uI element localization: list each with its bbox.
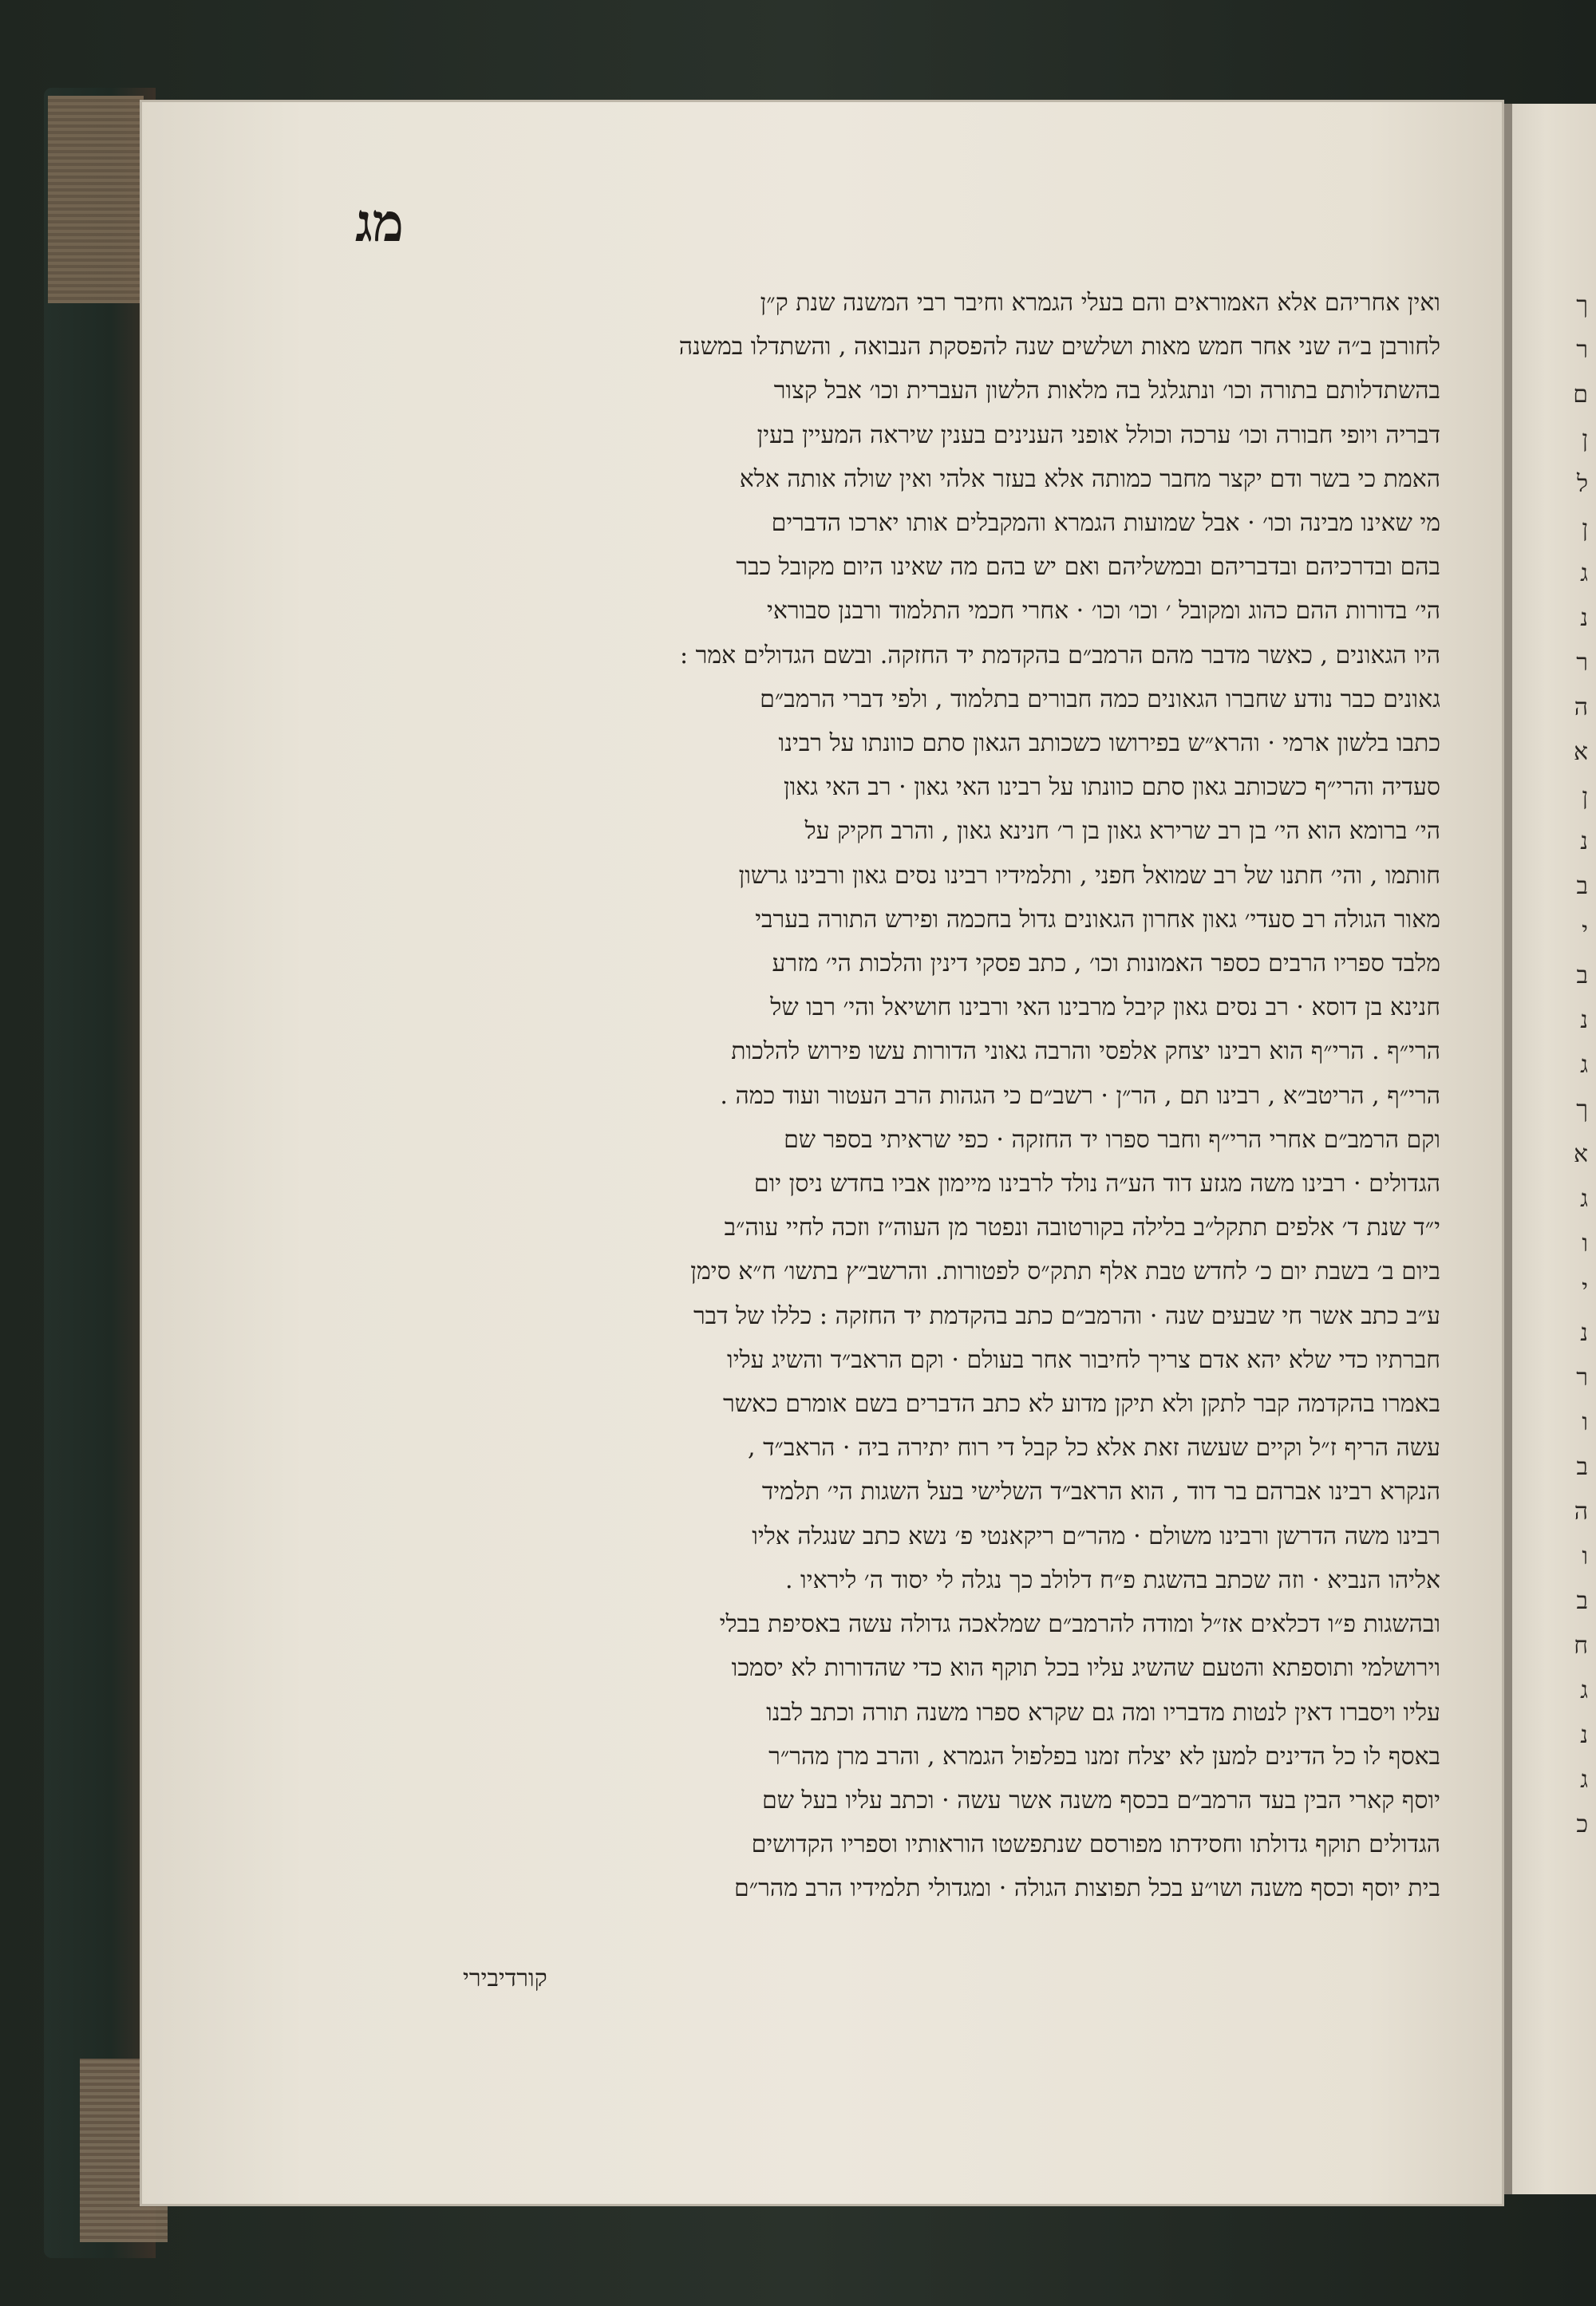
spine-cloth-top: [48, 96, 144, 303]
text-line: ובהשגות פ״ו דכלאים אז״ל ומודה להרמב״ם שמלאכה גדולה עשה באסיפת בבלי: [719, 1610, 1440, 1639]
page-body-text: [359, 281, 1440, 1911]
text-line: הגדולים · רבינו משה מגזע דוד הע״ה נולד לרבינו מיימון אביו בחדש ניסן יום: [753, 1170, 1440, 1198]
facing-page-text: [1556, 283, 1588, 1847]
text-line: בית יוסף וכסף משנה ושו״ע בכל תפוצות הגולה · ומגדולי תלמידיו הרב מהר״ם: [734, 1874, 1440, 1903]
text-line: מי שאינו מבינה וכו׳ · אבל שמועות הגמרא והמקבלים אותו יארכו הדברים: [771, 509, 1440, 538]
text-line: דבריה ויופי חבורה וכו׳ ערכה וכולל אופני הענינים בענין שיראה המעיין בעין: [757, 421, 1440, 449]
text-line: הי׳ ברומא הוא הי׳ בן רב שרירא גאון בן ר׳ חנינא גאון , והרב חקיק על: [804, 817, 1440, 846]
facing-line-fragment: ג: [1580, 1676, 1588, 1704]
facing-line-fragment: ן: [1582, 783, 1588, 811]
text-line: רבינו משה הדרשן ורבינו משולם · מהר״ם ריקאנטי פ׳ נשא כתב שנגלה אליו: [752, 1522, 1440, 1550]
page-number: מג: [355, 192, 404, 254]
text-line: הרי״ף , הריטב״א , רבינו תם , הר״ן · רשב״ם כי הגהות הרב העטור ועוד כמה .: [720, 1081, 1440, 1110]
facing-line-fragment: א: [1573, 1140, 1588, 1168]
facing-line-fragment: כ: [1576, 1810, 1588, 1838]
text-line: באמרו בהקדמה קבר לתקן ולא תיקן מדוע לא כתב הדברים בשם אומרם כאשר: [723, 1390, 1440, 1419]
facing-line-fragment: ה: [1574, 1498, 1588, 1526]
facing-line-fragment: ח: [1574, 1632, 1588, 1660]
facing-line-fragment: ו: [1582, 1542, 1588, 1570]
text-line: חותמו , והי׳ חתנו של רב שמואל חפני , ותלמידיו רבינו נסים גאון ורבינו גרשון: [738, 861, 1440, 890]
text-line: לחורבן ב״ה שני אחר חמש מאות ושלשים שנה להפסקת הנבואה , והשתדלו במשנה: [678, 333, 1440, 361]
text-line: ע״ב כתב אשר חי שבעים שנה · והרמב״ם כתב בהקדמת יד החזקה : כללו של דבר: [693, 1301, 1440, 1330]
facing-line-fragment: א: [1573, 738, 1588, 766]
facing-line-fragment: ב: [1576, 1453, 1588, 1481]
text-line: גאונים כבר נודע שחברו הגאונים כמה חבורים בתלמוד , ולפי דברי הרמב״ם: [760, 685, 1440, 713]
facing-line-fragment: נ: [1580, 1721, 1588, 1749]
facing-line-fragment: נ: [1580, 1319, 1588, 1347]
facing-line-fragment: י: [1582, 917, 1588, 945]
text-line: בהשתדלותם בתורה וכו׳ ונתגלגל בה מלאות הלשון העברית וכו׳ אבל קצור: [773, 377, 1440, 405]
facing-line-fragment: ן: [1582, 425, 1588, 453]
facing-line-fragment: ר: [1576, 649, 1588, 677]
text-line: כתבו בלשון ארמי · והרא״ש בפירושו כשכותב הגאון סתם כוונתו על רבינו: [778, 729, 1440, 758]
facing-line-fragment: ב: [1576, 961, 1588, 989]
facing-line-fragment: ו: [1582, 1230, 1588, 1258]
facing-line-fragment: נ: [1580, 604, 1588, 632]
facing-line-fragment: ן: [1582, 515, 1588, 543]
facing-line-fragment: ם: [1573, 381, 1588, 409]
text-line: הי׳ בדורות ההם כהוג ומקובל ׳ וכו׳ וכו׳ · אחרי חכמי התלמוד ורבנן סבוראי: [766, 597, 1440, 626]
text-line: הרי״ף . הרי״ף הוא רבינו יצחק אלפסי והרבה גאוני הדורות עשו פירוש להלכות: [731, 1037, 1440, 1066]
facing-line-fragment: י: [1582, 1274, 1588, 1302]
facing-line-fragment: ג: [1580, 1051, 1588, 1079]
text-line: עליו ויסברו דאין לנטות מדבריו ומה גם שקרא ספרו משנה תורה וכתב לבנו: [766, 1698, 1440, 1727]
catchword: קורדיבירי: [463, 1964, 547, 1992]
text-line: חברתיו כדי שלא יהא אדם צריך לחיבור אחר בעולם · וקם הראב״ד והשיג עליו: [727, 1345, 1440, 1374]
facing-line-fragment: נ: [1580, 827, 1588, 855]
facing-line-fragment: ג: [1580, 559, 1588, 587]
facing-line-fragment: ו: [1582, 1408, 1588, 1436]
text-line: אליהו הנביא · וזה שכתב בהשגת פ״ח דלולב כך נגלה לי יסוד ה׳ ליראיו .: [784, 1566, 1440, 1594]
facing-line-fragment: ר: [1576, 1364, 1588, 1392]
text-line: היו הגאונים , כאשר מדבר מהם הרמב״ם בהקדמת יד החזקה. ובשם הגדולים אמר :: [679, 641, 1440, 669]
facing-line-fragment: נ: [1580, 1006, 1588, 1034]
facing-line-fragment: ב: [1576, 872, 1588, 900]
text-line: חנינא בן דוסא · רב נסים גאון קיבל מרבינו האי ורבינו חושיאל והי׳ רבו של: [770, 993, 1440, 1022]
facing-line-fragment: ל: [1576, 470, 1588, 498]
text-line: וקם הרמב״ם אחרי הרי״ף וחבר ספרו יד החזקה · כפי שראיתי בספר שם: [784, 1125, 1440, 1154]
text-line: יוסף קארי הבין בעד הרמב״ם בכסף משנה אשר עשה · וכתב עליו בעל שם: [761, 1786, 1440, 1814]
facing-line-fragment: ב: [1576, 1587, 1588, 1615]
facing-line-fragment: ג: [1580, 1185, 1588, 1213]
book-cover-board: [44, 88, 156, 2258]
text-line: וירושלמי ותוספתא והטעם שהשיג עליו בכל תוקף הוא כדי שהדורות לא יסמכו: [731, 1654, 1440, 1683]
text-line: מאור הגולה רב סעדי׳ גאון אחרון הגאונים גדול בחכמה ופירש התורה בערבי: [755, 905, 1440, 934]
text-line: י״ד שנת ד׳ אלפים תתקל״ב בלילה בקורטובה ונפטר מן העוה״ז וזכה לחיי עוה״ב: [724, 1214, 1440, 1242]
text-line: הנקרא רבינו אברהם בר דוד , הוא הראב״ד השלישי בעל השגות הי׳ תלמיד: [761, 1478, 1440, 1506]
facing-line-fragment: ה: [1574, 693, 1588, 721]
facing-line-fragment: ג: [1580, 1766, 1588, 1794]
text-line: האמת כי בשר ודם יקצר מחבר כמותה אלא בעזר אלהי ואין שולה אותה אלא: [739, 464, 1440, 493]
text-line: מלבד ספריו הרבים כספר האמונות וכו׳ , כתב פסקי דינין והלכות הי׳ מזרע: [772, 950, 1440, 978]
text-line: ואין אחריהם אלא האמוראים והם בעלי הגמרא וחיבר רבי המשנה שנת ק״ן: [760, 289, 1440, 317]
text-line: עשה הריף ז״ל וקיים שעשה זאת אלא כל קבל די רוח יתירה ביה · הראב״ד ,: [748, 1434, 1440, 1463]
text-line: סעדיה והרי״ף כשכותב גאון סתם כוונתו על רבינו האי גאון · רב האי גאון: [783, 773, 1440, 802]
facing-line-fragment: ר: [1576, 336, 1588, 364]
text-line: ביום ב׳ בשבת יום כ׳ לחדש טבת אלף תתק״ס לפטורות. והרשב״ץ בתשו׳ ח״א סימן: [690, 1258, 1440, 1286]
facing-line-fragment: ך: [1576, 291, 1588, 319]
text-line: הגדולים תוקף גדולתו וחסידתו מפורסם שנתפשטו הוראותיו וספריו הקדושים: [751, 1830, 1440, 1859]
text-line: באסף לו כל הדינים למען לא יצלח זמנו בפלפול הגמרא , והרב מרן מהר״ר: [768, 1742, 1440, 1771]
text-line: בהם ובדרכיהם ובדבריהם ובמשליהם ואם יש בהם מה שאינו היום מקובל כבר: [736, 553, 1440, 582]
facing-line-fragment: ך: [1576, 1096, 1588, 1123]
